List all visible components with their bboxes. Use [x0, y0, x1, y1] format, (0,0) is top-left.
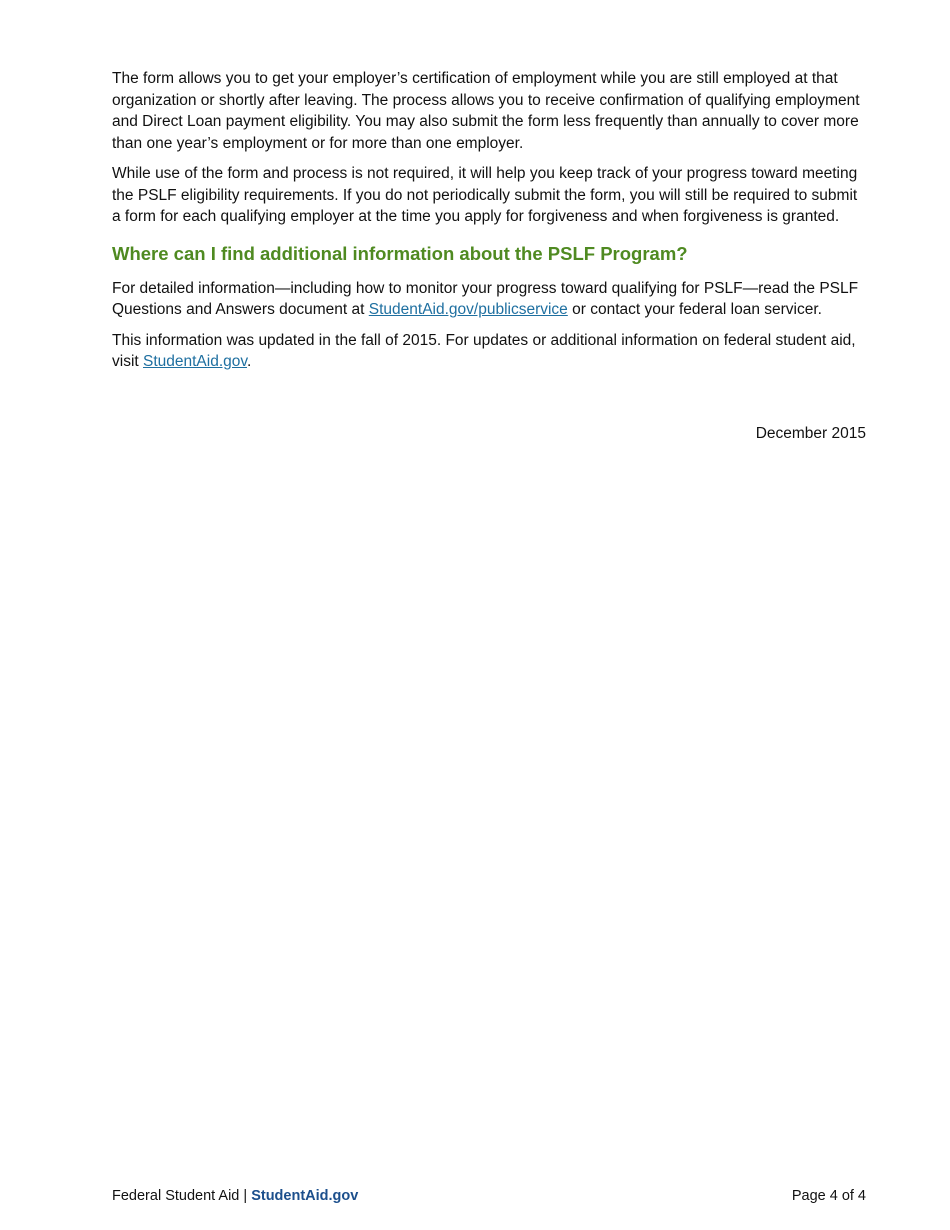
footer-org: Federal Student Aid [112, 1188, 240, 1204]
paragraph-updated-info-tail: . [246, 353, 252, 370]
paragraph-form-certification: The form allows you to get your employer’s certification of employment while you are still employed at that organization or shortly after leaving. The process allows you to receive confirmation of qualifying employment and Direct Loan payment eligibility. You may also submit the form less frequently than annually to cover more than one year’s employment or for more than one employer. [112, 70, 860, 152]
footer-separator: | [239, 1188, 252, 1204]
footer-branding [112, 1187, 358, 1205]
section-heading-additional-info: Where can I find additional information about the PSLF Program? [112, 242, 688, 264]
paragraph-updated-info-text: This information was updated in the fall of 2015. For updates or additional information on federal student aid, visit [112, 331, 856, 370]
footer-site-link[interactable]: StudentAid.gov [251, 1188, 359, 1204]
paragraph-detailed-info-tail: or contact your federal loan servicer. [567, 301, 822, 318]
document-body [112, 68, 868, 382]
page-number: Page 4 of 4 [791, 1188, 866, 1204]
paragraph-detailed-info-text: For detailed information—including how to monitor your progress toward qualifying for PSLF—read the PSLF Questions and Answers document at [112, 279, 859, 318]
paragraph-detailed-info [112, 278, 868, 321]
paragraph-updated-info [112, 330, 868, 373]
document-date: December 2015 [755, 425, 866, 442]
paragraph-form-optional: While use of the form and process is not required, it will help you keep track of your progress toward meeting the PSLF eligibility requirements. If you do not periodically submit the form, you will still be required to submit a form for each qualifying employer at the time you apply for forgiveness and when forgiveness is granted. [112, 165, 858, 225]
studentaid-link[interactable]: StudentAid.gov [143, 353, 247, 370]
publicservice-link[interactable]: StudentAid.gov/publicservice [368, 301, 568, 318]
